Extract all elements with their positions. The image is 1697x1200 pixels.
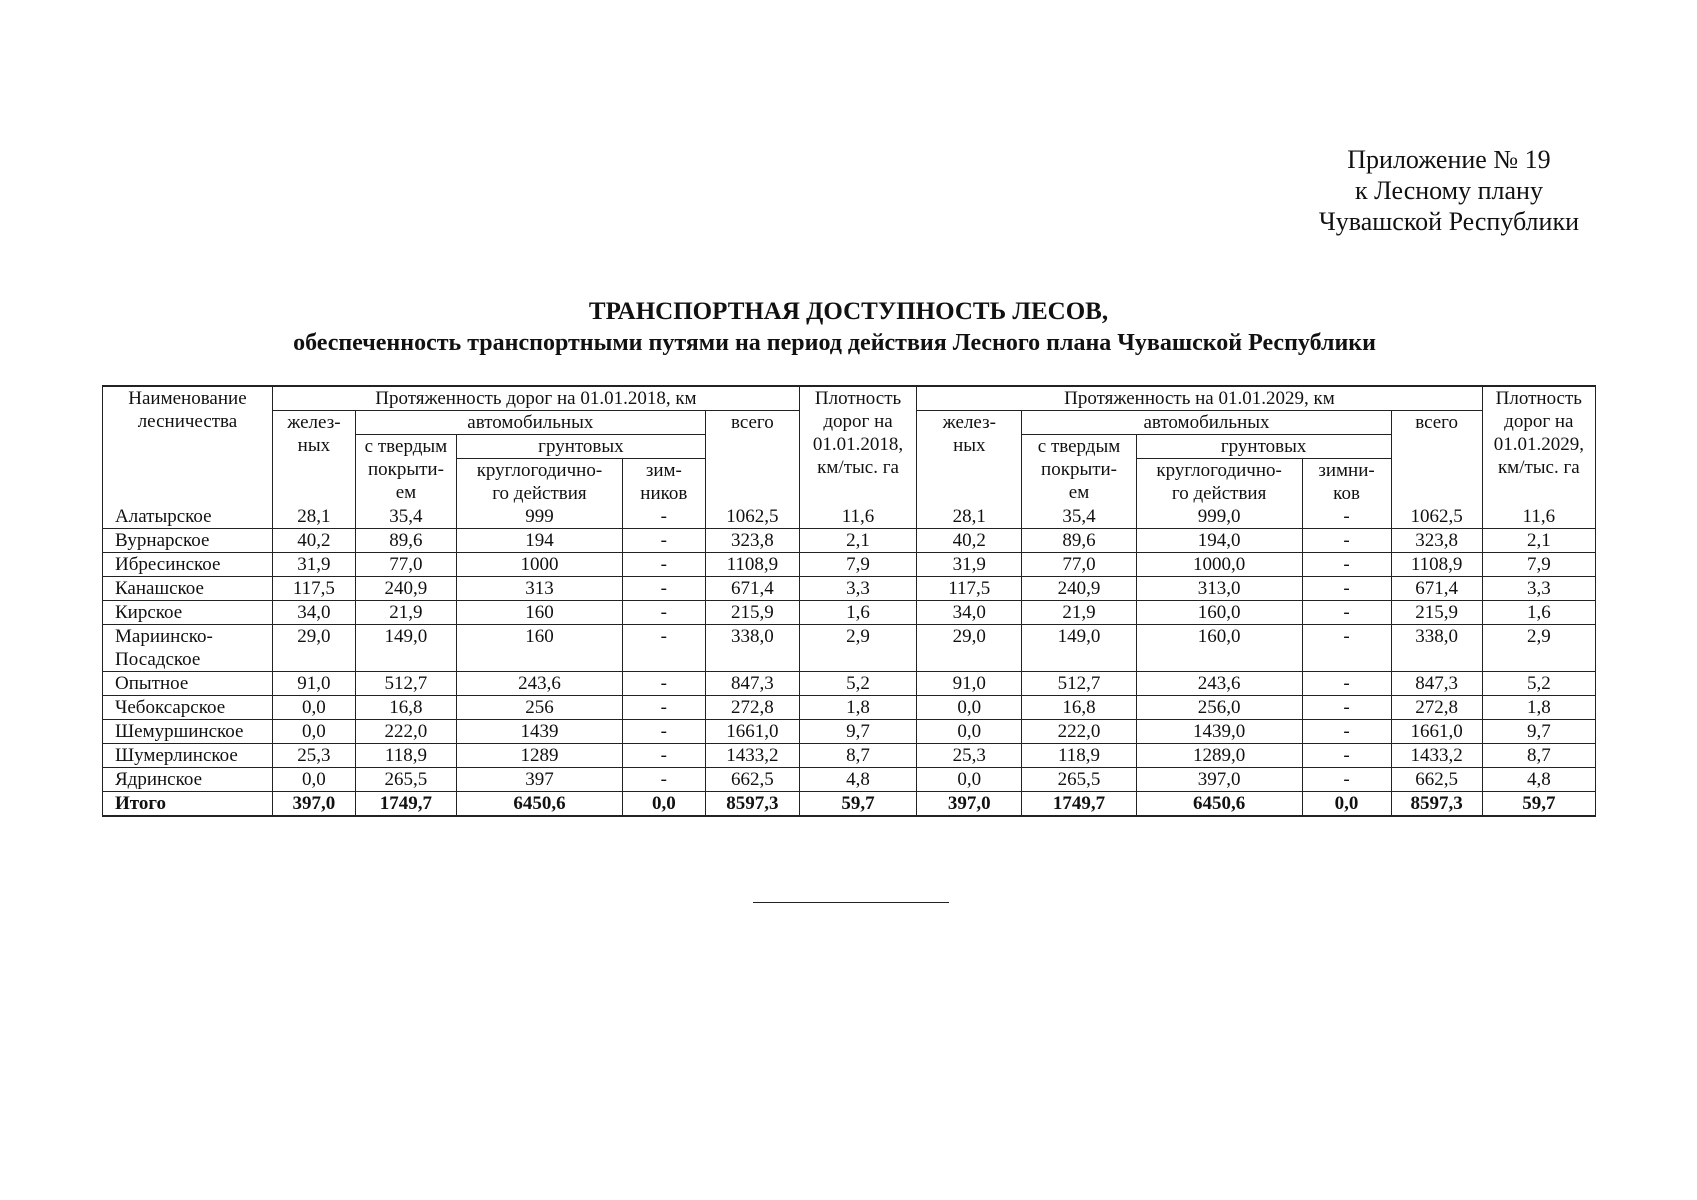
table-cell: 77,0 xyxy=(355,553,456,577)
table-cell: - xyxy=(1302,553,1391,577)
table-cell: 397,0 xyxy=(1136,768,1302,792)
table-cell: 7,9 xyxy=(799,553,916,577)
table-cell: 256,0 xyxy=(1136,696,1302,720)
table-cell: 1289 xyxy=(457,744,623,768)
header-name: Наименование лесничества xyxy=(103,386,273,505)
table-cell: 240,9 xyxy=(1022,577,1136,601)
table-cell: 117,5 xyxy=(917,577,1022,601)
header-dirt-2029: грунтовых xyxy=(1136,435,1391,459)
table-cell: - xyxy=(622,553,705,577)
total-cell: 0,0 xyxy=(1302,792,1391,817)
table-cell: 671,4 xyxy=(705,577,799,601)
header-rail-2018: желез- ных xyxy=(272,411,355,506)
table-cell: - xyxy=(1302,529,1391,553)
table-row xyxy=(103,577,1596,601)
table-cell: 77,0 xyxy=(1022,553,1136,577)
table-cell: - xyxy=(1302,696,1391,720)
table-cell: - xyxy=(622,768,705,792)
table-cell: 662,5 xyxy=(1391,768,1482,792)
table-cell: 256 xyxy=(457,696,623,720)
table-cell: 0,0 xyxy=(917,696,1022,720)
table-cell: 117,5 xyxy=(272,577,355,601)
forestry-name: Шемуршинское xyxy=(103,720,273,744)
table-cell: 243,6 xyxy=(457,672,623,696)
table-cell: 194,0 xyxy=(1136,529,1302,553)
header-winter-2018: зим- ников xyxy=(622,459,705,506)
table-cell: 0,0 xyxy=(272,768,355,792)
table-cell: 847,3 xyxy=(705,672,799,696)
table-cell: 118,9 xyxy=(355,744,456,768)
table-cell: - xyxy=(622,672,705,696)
table-cell: 323,8 xyxy=(1391,529,1482,553)
total-cell: 8597,3 xyxy=(705,792,799,817)
table-cell: 1062,5 xyxy=(705,505,799,529)
table-cell: 1439,0 xyxy=(1136,720,1302,744)
table-cell: 1,6 xyxy=(1482,601,1595,625)
header-density-2018: Плотность дорог на 01.01.2018, км/тыс. га xyxy=(799,386,916,505)
table-cell: 0,0 xyxy=(917,768,1022,792)
header-year-round-2018: круглогодично- го действия xyxy=(457,459,623,506)
table-row xyxy=(103,625,1596,672)
table-cell: 1439 xyxy=(457,720,623,744)
table-cell: 215,9 xyxy=(705,601,799,625)
table-cell: 3,3 xyxy=(1482,577,1595,601)
header-group-2018: Протяженность дорог на 01.01.2018, км xyxy=(272,386,799,411)
table-row xyxy=(103,696,1596,720)
table-cell: - xyxy=(622,696,705,720)
table-cell: 9,7 xyxy=(799,720,916,744)
table-cell: 512,7 xyxy=(355,672,456,696)
forestry-name: Опытное xyxy=(103,672,273,696)
table-body xyxy=(103,505,1596,816)
table-cell: 34,0 xyxy=(272,601,355,625)
table-cell: 16,8 xyxy=(355,696,456,720)
table-cell: 5,2 xyxy=(799,672,916,696)
table-cell: - xyxy=(622,744,705,768)
table-cell: 313,0 xyxy=(1136,577,1302,601)
table-cell: 11,6 xyxy=(1482,505,1595,529)
table-cell: 35,4 xyxy=(1022,505,1136,529)
table-cell: 2,1 xyxy=(1482,529,1595,553)
total-cell: 1749,7 xyxy=(1022,792,1136,817)
table-cell: - xyxy=(1302,577,1391,601)
table-row xyxy=(103,553,1596,577)
table-cell: - xyxy=(1302,768,1391,792)
header-density-2029: Плотность дорог на 01.01.2029, км/тыс. га xyxy=(1482,386,1595,505)
forestry-name: Шумерлинское xyxy=(103,744,273,768)
table-cell: 222,0 xyxy=(1022,720,1136,744)
header-hard-2029: с твердым покрыти- ем xyxy=(1022,435,1136,506)
total-cell: 6450,6 xyxy=(1136,792,1302,817)
table-cell: - xyxy=(1302,601,1391,625)
forestry-name: Вурнарское xyxy=(103,529,273,553)
table-cell: 8,7 xyxy=(799,744,916,768)
transport-table xyxy=(102,385,1596,817)
table-row xyxy=(103,672,1596,696)
forestry-name: Кирское xyxy=(103,601,273,625)
table-cell: 25,3 xyxy=(917,744,1022,768)
table-cell: 3,3 xyxy=(799,577,916,601)
table-cell: 34,0 xyxy=(917,601,1022,625)
forestry-name: Ибресинское xyxy=(103,553,273,577)
table-row xyxy=(103,505,1596,529)
total-cell: 6450,6 xyxy=(457,792,623,817)
header-auto-2018: автомобильных xyxy=(355,411,705,435)
table-cell: - xyxy=(622,720,705,744)
table-header xyxy=(103,386,1596,505)
table-cell: 25,3 xyxy=(272,744,355,768)
table-cell: 7,9 xyxy=(1482,553,1595,577)
total-row xyxy=(103,792,1596,817)
forestry-name: Чебоксарское xyxy=(103,696,273,720)
table-cell: 21,9 xyxy=(1022,601,1136,625)
table-cell: 1,8 xyxy=(799,696,916,720)
table-cell: 89,6 xyxy=(355,529,456,553)
table-cell: 11,6 xyxy=(799,505,916,529)
table-cell: 265,5 xyxy=(355,768,456,792)
table-cell: 149,0 xyxy=(355,625,456,672)
appendix-line-3: Чувашской Республики xyxy=(1318,207,1579,236)
table-cell: 31,9 xyxy=(917,553,1022,577)
table-cell: - xyxy=(1302,625,1391,672)
table-cell: - xyxy=(1302,672,1391,696)
table-cell: - xyxy=(622,625,705,672)
table-cell: 1289,0 xyxy=(1136,744,1302,768)
table-cell: 323,8 xyxy=(705,529,799,553)
document-title xyxy=(0,296,1697,360)
forestry-name: Мариинско- Посадское xyxy=(103,625,273,672)
title-line-1: ТРАНСПОРТНАЯ ДОСТУПНОСТЬ ЛЕСОВ, xyxy=(588,298,1109,325)
table-cell: 31,9 xyxy=(272,553,355,577)
table-cell: 1661,0 xyxy=(1391,720,1482,744)
table-cell: 1000 xyxy=(457,553,623,577)
table-cell: - xyxy=(1302,505,1391,529)
table-cell: 160 xyxy=(457,625,623,672)
table-cell: 265,5 xyxy=(1022,768,1136,792)
table-cell: 2,9 xyxy=(1482,625,1595,672)
table-cell: 118,9 xyxy=(1022,744,1136,768)
table-cell: 397 xyxy=(457,768,623,792)
total-cell: 397,0 xyxy=(272,792,355,817)
table-cell: 160,0 xyxy=(1136,625,1302,672)
total-cell: 8597,3 xyxy=(1391,792,1482,817)
table-cell: 0,0 xyxy=(272,696,355,720)
header-dirt-2018: грунтовых xyxy=(457,435,706,459)
table-cell: 21,9 xyxy=(355,601,456,625)
table-cell: 40,2 xyxy=(272,529,355,553)
appendix-line-1: Приложение № 19 xyxy=(1347,145,1551,174)
table-cell: 149,0 xyxy=(1022,625,1136,672)
table-cell: 29,0 xyxy=(917,625,1022,672)
table-cell: 0,0 xyxy=(272,720,355,744)
table-cell: 1433,2 xyxy=(705,744,799,768)
table-cell: 1108,9 xyxy=(705,553,799,577)
table-cell: 1062,5 xyxy=(1391,505,1482,529)
table-row xyxy=(103,768,1596,792)
table-row xyxy=(103,529,1596,553)
header-year-round-2029: круглогодично- го действия xyxy=(1136,459,1302,506)
closing-rule xyxy=(753,902,949,903)
table-cell: 272,8 xyxy=(1391,696,1482,720)
table-cell: 512,7 xyxy=(1022,672,1136,696)
table-cell: - xyxy=(622,529,705,553)
table-cell: 2,1 xyxy=(799,529,916,553)
table-cell: 1,6 xyxy=(799,601,916,625)
appendix-line-2: к Лесному плану xyxy=(1354,176,1543,205)
header-auto-2029: автомобильных xyxy=(1022,411,1391,435)
title-line-2: обеспеченность транспортными путями на период действия Лесного плана Чувашской Республики xyxy=(293,330,1376,356)
table-cell: 89,6 xyxy=(1022,529,1136,553)
header-total-2029: всего xyxy=(1391,411,1482,506)
table-row xyxy=(103,720,1596,744)
table-cell: - xyxy=(1302,744,1391,768)
table-cell: 1433,2 xyxy=(1391,744,1482,768)
table-cell: 338,0 xyxy=(705,625,799,672)
header-total-2018: всего xyxy=(705,411,799,506)
total-cell: 397,0 xyxy=(917,792,1022,817)
table-cell: 91,0 xyxy=(272,672,355,696)
table-cell: 671,4 xyxy=(1391,577,1482,601)
total-label: Итого xyxy=(103,792,273,817)
table-cell: 999,0 xyxy=(1136,505,1302,529)
table-cell: 243,6 xyxy=(1136,672,1302,696)
forestry-name: Канашское xyxy=(103,577,273,601)
table-cell: 2,9 xyxy=(799,625,916,672)
table-cell: - xyxy=(622,577,705,601)
table-cell: 28,1 xyxy=(917,505,1022,529)
table-cell: - xyxy=(622,505,705,529)
table-cell: 240,9 xyxy=(355,577,456,601)
total-cell: 1749,7 xyxy=(355,792,456,817)
table-cell: 1108,9 xyxy=(1391,553,1482,577)
table-cell: 0,0 xyxy=(917,720,1022,744)
table-cell: 28,1 xyxy=(272,505,355,529)
table-cell: 222,0 xyxy=(355,720,456,744)
table-cell: 847,3 xyxy=(1391,672,1482,696)
table-cell: 160 xyxy=(457,601,623,625)
table-cell: 338,0 xyxy=(1391,625,1482,672)
table-cell: 160,0 xyxy=(1136,601,1302,625)
table-cell: 1661,0 xyxy=(705,720,799,744)
table-row xyxy=(103,601,1596,625)
table-cell: 4,8 xyxy=(1482,768,1595,792)
header-winter-2029: зимни- ков xyxy=(1302,459,1391,506)
table-cell: 5,2 xyxy=(1482,672,1595,696)
table-cell: 29,0 xyxy=(272,625,355,672)
table-cell: 999 xyxy=(457,505,623,529)
appendix-note xyxy=(1319,144,1579,237)
table-cell: 4,8 xyxy=(799,768,916,792)
forestry-name: Алатырское xyxy=(103,505,273,529)
table-cell: 40,2 xyxy=(917,529,1022,553)
table-cell: 1,8 xyxy=(1482,696,1595,720)
header-rail-2029: желез- ных xyxy=(917,411,1022,506)
header-hard-2018: с твердым покрыти- ем xyxy=(355,435,456,506)
table-cell: 9,7 xyxy=(1482,720,1595,744)
header-group-2029: Протяженность на 01.01.2029, км xyxy=(917,386,1482,411)
table-cell: 662,5 xyxy=(705,768,799,792)
table-cell: 16,8 xyxy=(1022,696,1136,720)
total-cell: 59,7 xyxy=(1482,792,1595,817)
table-cell: 194 xyxy=(457,529,623,553)
table-cell: 215,9 xyxy=(1391,601,1482,625)
total-cell: 59,7 xyxy=(799,792,916,817)
table-cell: 272,8 xyxy=(705,696,799,720)
table-cell: - xyxy=(1302,720,1391,744)
forestry-name: Ядринское xyxy=(103,768,273,792)
table-cell: 313 xyxy=(457,577,623,601)
table-cell: 1000,0 xyxy=(1136,553,1302,577)
table-cell: 8,7 xyxy=(1482,744,1595,768)
table-cell: 35,4 xyxy=(355,505,456,529)
table-cell: 91,0 xyxy=(917,672,1022,696)
table-row xyxy=(103,744,1596,768)
total-cell: 0,0 xyxy=(622,792,705,817)
table-cell: - xyxy=(622,601,705,625)
